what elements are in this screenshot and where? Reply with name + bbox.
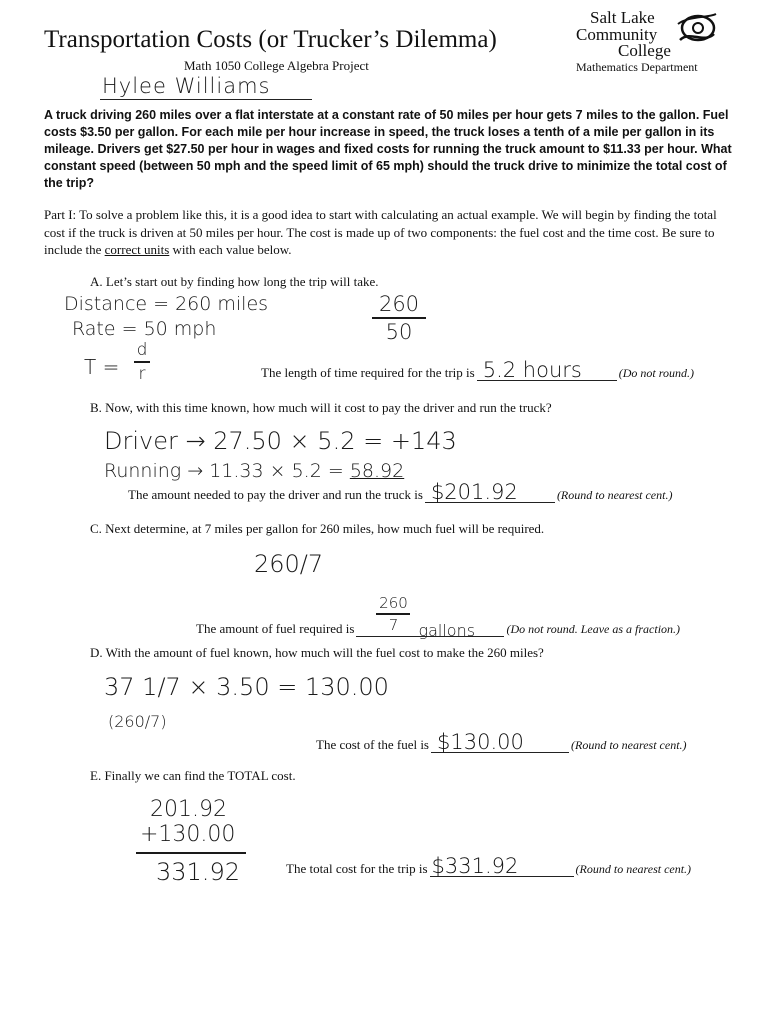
answer-row-a bbox=[261, 358, 694, 382]
question-c: C. Next determine, at 7 miles per gallon for 260 miles, how much fuel will be required. bbox=[90, 521, 545, 536]
question-a: A. Let’s start out by finding how long the trip will take. bbox=[90, 274, 379, 289]
name-underline bbox=[100, 99, 312, 100]
course-subtitle: Math 1050 College Algebra Project bbox=[184, 58, 369, 73]
answer-blank-d[interactable] bbox=[431, 730, 569, 754]
work-e-sum: 331.92 bbox=[156, 858, 240, 886]
answer-blank-e[interactable] bbox=[430, 854, 574, 878]
work-a-distance: Distance = 260 miles bbox=[64, 293, 269, 315]
logo-line-1: Salt Lake bbox=[590, 8, 655, 27]
work-a-formula-lhs: T = bbox=[84, 355, 120, 379]
work-a-rate: Rate = 50 mph bbox=[72, 318, 217, 340]
part1-intro: Part I: To solve a problem like this, it is a good idea to start with calculating an actual example. We will begin by finding the total cost if the truck is driven at 50 miles per hour. The cost is made up of two components: the fuel cost and the time cost. Be sure to include the correct units with each value below. bbox=[44, 207, 717, 257]
logo-line-2: Community bbox=[576, 25, 658, 44]
answer-d: $130.00 bbox=[437, 730, 524, 754]
answer-blank-a[interactable] bbox=[477, 358, 617, 382]
question-d: D. With the amount of fuel known, how much will the fuel cost to make the 260 miles? bbox=[90, 645, 544, 660]
work-e-sum-line bbox=[136, 852, 246, 854]
work-e-b: +130.00 bbox=[140, 822, 236, 847]
note-d: (Round to nearest cent.) bbox=[571, 738, 687, 752]
work-d-line2: (260/7) bbox=[108, 712, 167, 731]
work-a-calc-fraction: 260 50 bbox=[372, 292, 426, 344]
work-b-running: Running → 11.33 × 5.2 = 58.92 bbox=[104, 460, 405, 482]
answer-a: 5.2 hours bbox=[482, 358, 582, 382]
note-b: (Round to nearest cent.) bbox=[556, 488, 673, 502]
answer-blank-c[interactable] bbox=[356, 594, 504, 640]
note-a: (Do not round.) bbox=[618, 366, 694, 380]
answer-row-c bbox=[196, 594, 681, 640]
work-b-running-result: 58.92 bbox=[349, 460, 405, 482]
logo-line-3: College bbox=[618, 41, 671, 60]
problem-statement: A truck driving 260 miles over a flat interstate at a constant rate of 50 miles per hour gets 7 miles to the gallon. Fuel costs $3.50 per gallon. For each mile per hour increase in speed, the truck loses a tenth of a mile per gallon in its mileage. Drivers get $27.50 per hour in wages and fixed costs for running the truck amount to $11.33 per hour. What constant speed (between 50 mph and the speed limit of 65 mph) should the truck drive to minimize the total cost of the trip? bbox=[44, 108, 732, 190]
correct-units-emphasis: correct units bbox=[104, 242, 170, 257]
note-c: (Do not round. Leave as a fraction.) bbox=[506, 622, 681, 636]
prompt-b: The amount needed to pay the driver and run the truck is bbox=[128, 487, 423, 502]
college-logo bbox=[576, 8, 746, 78]
answer-c-unit: gallons bbox=[418, 621, 476, 640]
college-emblem-icon bbox=[674, 10, 718, 50]
prompt-a: The length of time required for the trip is bbox=[261, 365, 475, 380]
work-d-line1: 37 1/7 × 3.50 = 130.00 bbox=[104, 673, 389, 701]
answer-b: $201.92 bbox=[430, 480, 518, 504]
question-b: B. Now, with this time known, how much will it cost to pay the driver and run the truck? bbox=[90, 400, 552, 415]
work-b-driver: Driver → 27.50 × 5.2 = +143 bbox=[104, 427, 457, 455]
work-a-formula-fraction: d r bbox=[134, 340, 150, 384]
answer-row-e bbox=[286, 854, 692, 878]
answer-c-fraction: 260 7 bbox=[376, 594, 410, 634]
logo-line-4: Mathematics Department bbox=[576, 60, 698, 74]
answer-row-b bbox=[128, 480, 673, 504]
work-c-calc: 260/7 bbox=[254, 550, 324, 578]
prompt-d: The cost of the fuel is bbox=[316, 737, 429, 752]
prompt-c: The amount of fuel required is bbox=[196, 621, 355, 636]
note-e: (Round to nearest cent.) bbox=[575, 862, 692, 876]
answer-row-d bbox=[316, 730, 687, 754]
question-e: E. Finally we can find the TOTAL cost. bbox=[90, 768, 296, 783]
answer-blank-b[interactable] bbox=[425, 480, 555, 504]
work-e-a: 201.92 bbox=[150, 797, 227, 822]
answer-e: $331.92 bbox=[431, 854, 519, 878]
student-name: Hylee Williams bbox=[102, 74, 271, 98]
prompt-e: The total cost for the trip is bbox=[286, 861, 428, 876]
page-title: Transportation Costs (or Trucker’s Dilemma) bbox=[44, 26, 497, 53]
